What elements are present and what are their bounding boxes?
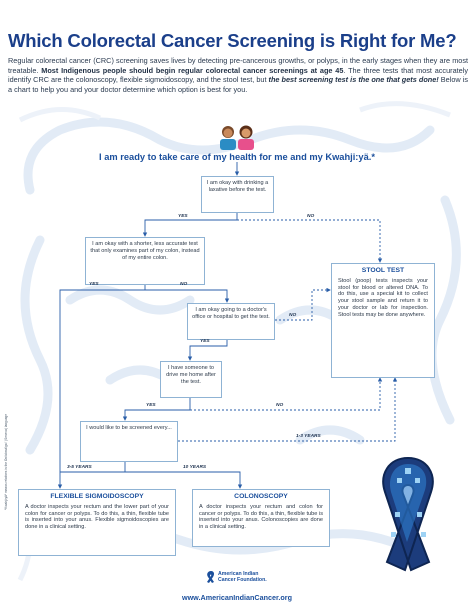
label-yes-drive: YES xyxy=(146,403,156,408)
result-stool-test xyxy=(331,263,435,378)
logo-line-1: American Indian xyxy=(218,571,259,577)
footer-url[interactable]: www.AmericanIndianCancer.org xyxy=(182,593,292,602)
colonoscopy-title: COLONOSCOPY xyxy=(234,493,288,500)
label-yes-laxative: YES xyxy=(178,214,188,219)
node-doctor-office-text: I am okay going to a doctor's office or hospital to get the test. xyxy=(192,307,270,320)
label-no-doctor: NO xyxy=(289,313,297,318)
tagline: I am ready to take care of my health for me and my Kwahji:yä.* xyxy=(99,152,375,162)
side-note-text: *Kwahji:yä* means relatives in the Onödowá'ga:' (Seneca) language xyxy=(4,413,8,510)
node-drive-home xyxy=(160,361,222,398)
colonoscopy-text: A doctor inspects your rectum and colon for cancer or polyps. To do this, a thin, flexible tube is inserted into your anus. Colonoscopies are done in a clinical setting. xyxy=(199,503,323,531)
label-no-drive: NO xyxy=(276,403,284,408)
label-no-shorter: NO xyxy=(180,282,188,287)
side-note xyxy=(4,340,14,510)
node-laxative-text: I am okay with drinking a laxative before the test. xyxy=(206,180,269,193)
label-no-laxative: NO xyxy=(307,214,315,219)
label-10-years: 10 YEARS xyxy=(183,465,207,470)
node-drive-home-text: I have someone to drive me home after the test. xyxy=(166,365,216,385)
node-shorter-test-text: I am okay with a shorter, less accurate test that only examines part of my colon, instead of my entire colon. xyxy=(90,241,200,261)
node-screened-every xyxy=(80,421,178,462)
label-yes-shorter: YES xyxy=(89,282,99,287)
node-screened-every-text: I would like to be screened every... xyxy=(86,425,172,431)
aicaf-logo-icon xyxy=(205,570,217,584)
stool-test-title: STOOL TEST xyxy=(361,267,405,274)
page-title: Which Colorectal Cancer Screening is Right for Me? xyxy=(8,30,457,51)
node-laxative xyxy=(201,176,274,213)
sigmoidoscopy-text: A doctor inspects your rectum and the lower part of your colon for cancer or polyps. To do this, a thin, flexible tube is inserted into your anus. Flexible sigmoidoscopies are done in a clinical setting. xyxy=(25,503,169,531)
label-3-5-years: 3-5 YEARS xyxy=(67,465,92,470)
aicaf-logo-text xyxy=(218,572,267,584)
stool-test-text: Stool (poop) tests inspects your stool for blood or altered DNA. To do this, use a special kit to collect your stool sample and return it to your doctor or lab for inspection. Stool tests may be done anywhere. xyxy=(338,277,428,318)
intro-paragraph: Regular colorectal cancer (CRC) screening saves lives by detecting pre-cancerous growths, or polyps, in the early stages when they are most treatable. Most Indigenous people should begin regular colorectal cancer screenings at age 45. The three tests that most accurately identify CRC are the colonoscopy, flexible sigmoidoscopy, and the stool test, but the best screening test is the one that gets done! Below is a chart to help you and your doctor determine which option is best for you. xyxy=(8,56,469,95)
result-flexible-sigmoidoscopy xyxy=(18,489,176,556)
logo-line-2: Cancer Foundation. xyxy=(218,576,267,583)
node-doctor-office xyxy=(187,303,275,340)
node-shorter-test xyxy=(85,237,205,285)
label-yes-doctor: YES xyxy=(200,339,210,344)
result-colonoscopy xyxy=(192,489,330,547)
label-1-3-years: 1-3 YEARS xyxy=(296,434,321,439)
ribbon-icon xyxy=(365,452,451,584)
sigmoidoscopy-title: FLEXIBLE SIGMOIDOSCOPY xyxy=(50,493,144,500)
